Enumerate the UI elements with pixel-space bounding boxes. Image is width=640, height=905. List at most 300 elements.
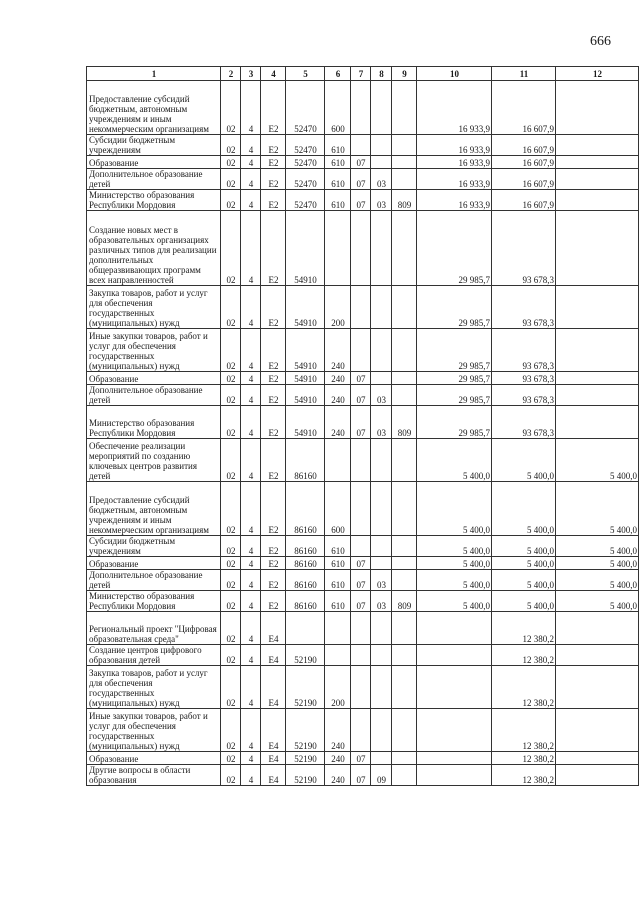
cell-col-12 [556,612,639,645]
cell-col-5: 86160 [286,536,325,557]
cell-col-5: 54910 [286,385,325,406]
cell-col-11: 5 400,0 [492,482,556,536]
cell-col-4: E4 [261,709,286,752]
cell-col-8 [371,709,392,752]
cell-col-8 [371,482,392,536]
cell-col-9: 809 [392,406,417,439]
cell-col-8 [371,439,392,482]
cell-col-5: 52470 [286,156,325,169]
cell-col-10: 5 400,0 [417,439,492,482]
cell-col-10 [417,645,492,666]
cell-col-5: 52190 [286,645,325,666]
cell-col-2: 02 [221,169,241,190]
cell-col-9 [392,81,417,135]
cell-col-4: E2 [261,536,286,557]
cell-col-3: 4 [241,135,261,156]
cell-col-9 [392,570,417,591]
cell-col-6: 610 [325,135,351,156]
cell-col-3: 4 [241,190,261,211]
row-name-cell: Образование [87,557,221,570]
cell-col-7 [351,536,371,557]
cell-col-7 [351,329,371,372]
cell-col-4: E2 [261,81,286,135]
cell-col-9 [392,557,417,570]
cell-col-6: 610 [325,190,351,211]
cell-col-3: 4 [241,666,261,709]
cell-col-2: 02 [221,286,241,329]
cell-col-7: 07 [351,156,371,169]
cell-col-4: E2 [261,482,286,536]
cell-col-2: 02 [221,156,241,169]
table-row [87,406,639,439]
table-row [87,211,639,286]
cell-col-2: 02 [221,645,241,666]
cell-col-11: 12 380,2 [492,612,556,645]
cell-col-3: 4 [241,156,261,169]
cell-col-2: 02 [221,570,241,591]
cell-col-7: 07 [351,372,371,385]
column-header-6: 6 [325,67,351,81]
cell-col-7 [351,211,371,286]
cell-col-10: 16 933,9 [417,81,492,135]
cell-col-5: 52470 [286,169,325,190]
cell-col-9: 809 [392,591,417,612]
cell-col-10 [417,612,492,645]
cell-col-7: 07 [351,570,371,591]
cell-col-5: 54910 [286,211,325,286]
row-name-cell: Образование [87,372,221,385]
cell-col-8 [371,329,392,372]
cell-col-11: 93 678,3 [492,406,556,439]
row-name-cell: Иные закупки товаров, работ и услуг для обеспечения государственных (муниципальных) нужд [87,709,221,752]
column-header-1: 1 [87,67,221,81]
cell-col-3: 4 [241,765,261,786]
row-name-cell: Предоставление субсидий бюджетным, автономным учреждениям и иным некоммерческим организациям [87,482,221,536]
cell-col-6: 610 [325,591,351,612]
cell-col-9: 809 [392,190,417,211]
cell-col-5: 52190 [286,765,325,786]
cell-col-12 [556,666,639,709]
cell-col-6: 610 [325,570,351,591]
table-row [87,169,639,190]
row-name-cell: Иные закупки товаров, работ и услуг для обеспечения государственных (муниципальных) нужд [87,329,221,372]
cell-col-3: 4 [241,439,261,482]
cell-col-8 [371,752,392,765]
cell-col-6: 240 [325,329,351,372]
cell-col-11: 12 380,2 [492,709,556,752]
row-name-cell: Закупка товаров, работ и услуг для обеспечения государственных (муниципальных) нужд [87,286,221,329]
cell-col-4: E4 [261,612,286,645]
table-row [87,666,639,709]
cell-col-9 [392,156,417,169]
cell-col-3: 4 [241,385,261,406]
cell-col-11: 16 607,9 [492,135,556,156]
cell-col-2: 02 [221,709,241,752]
table-header-row [87,67,639,81]
cell-col-12 [556,329,639,372]
cell-col-4: E2 [261,385,286,406]
cell-col-8 [371,557,392,570]
cell-col-12 [556,765,639,786]
column-header-4: 4 [261,67,286,81]
cell-col-12: 5 400,0 [556,482,639,536]
cell-col-9 [392,709,417,752]
cell-col-7 [351,81,371,135]
column-header-8: 8 [371,67,392,81]
cell-col-7 [351,135,371,156]
cell-col-12 [556,81,639,135]
row-name-cell: Образование [87,752,221,765]
column-header-2: 2 [221,67,241,81]
cell-col-10: 16 933,9 [417,135,492,156]
column-header-10: 10 [417,67,492,81]
cell-col-5: 54910 [286,372,325,385]
table-row [87,156,639,169]
cell-col-10: 5 400,0 [417,570,492,591]
column-header-9: 9 [392,67,417,81]
page-number: 666 [590,34,611,49]
cell-col-4: E2 [261,591,286,612]
row-name-cell: Обеспечение реализации мероприятий по созданию ключевых центров развития детей [87,439,221,482]
cell-col-10: 29 985,7 [417,372,492,385]
cell-col-6: 600 [325,81,351,135]
cell-col-12: 5 400,0 [556,570,639,591]
cell-col-10: 5 400,0 [417,591,492,612]
cell-col-3: 4 [241,709,261,752]
cell-col-5: 86160 [286,557,325,570]
cell-col-6: 240 [325,406,351,439]
cell-col-2: 02 [221,135,241,156]
cell-col-2: 02 [221,329,241,372]
cell-col-6: 240 [325,372,351,385]
cell-col-9 [392,536,417,557]
row-name-cell: Дополнительное образование детей [87,169,221,190]
cell-col-7: 07 [351,752,371,765]
row-name-cell: Дополнительное образование детей [87,385,221,406]
cell-col-4: E2 [261,372,286,385]
table-row [87,536,639,557]
cell-col-10 [417,765,492,786]
cell-col-3: 4 [241,645,261,666]
cell-col-5: 54910 [286,286,325,329]
cell-col-2: 02 [221,372,241,385]
cell-col-3: 4 [241,752,261,765]
cell-col-9 [392,286,417,329]
row-name-cell: Дополнительное образование детей [87,570,221,591]
cell-col-2: 02 [221,765,241,786]
cell-col-4: E4 [261,666,286,709]
cell-col-12 [556,709,639,752]
cell-col-8: 03 [371,591,392,612]
cell-col-12 [556,752,639,765]
cell-col-4: E2 [261,135,286,156]
cell-col-2: 02 [221,557,241,570]
cell-col-4: E2 [261,211,286,286]
cell-col-2: 02 [221,612,241,645]
column-header-12: 12 [556,67,639,81]
cell-col-4: E2 [261,570,286,591]
cell-col-5: 52190 [286,752,325,765]
cell-col-12 [556,406,639,439]
cell-col-12 [556,385,639,406]
cell-col-8 [371,645,392,666]
row-name-cell: Министерство образования Республики Мордовия [87,591,221,612]
row-name-cell: Предоставление субсидий бюджетным, автономным учреждениям и иным некоммерческим организациям [87,81,221,135]
cell-col-3: 4 [241,372,261,385]
cell-col-9 [392,169,417,190]
cell-col-11: 16 607,9 [492,156,556,169]
cell-col-10: 29 985,7 [417,385,492,406]
cell-col-8: 03 [371,169,392,190]
cell-col-12 [556,372,639,385]
cell-col-11: 12 380,2 [492,765,556,786]
cell-col-3: 4 [241,329,261,372]
cell-col-4: E2 [261,190,286,211]
cell-col-3: 4 [241,570,261,591]
cell-col-3: 4 [241,591,261,612]
cell-col-8: 03 [371,570,392,591]
cell-col-11: 5 400,0 [492,536,556,557]
cell-col-2: 02 [221,81,241,135]
column-header-11: 11 [492,67,556,81]
cell-col-10: 29 985,7 [417,329,492,372]
cell-col-4: E4 [261,752,286,765]
cell-col-10: 5 400,0 [417,482,492,536]
cell-col-4: E2 [261,439,286,482]
table-row [87,482,639,536]
cell-col-7: 07 [351,557,371,570]
cell-col-8 [371,612,392,645]
cell-col-9 [392,612,417,645]
cell-col-5: 86160 [286,482,325,536]
cell-col-11: 16 607,9 [492,169,556,190]
cell-col-10: 5 400,0 [417,536,492,557]
cell-col-2: 02 [221,385,241,406]
column-header-7: 7 [351,67,371,81]
cell-col-7: 07 [351,169,371,190]
cell-col-10: 16 933,9 [417,156,492,169]
cell-col-6: 240 [325,709,351,752]
cell-col-11: 5 400,0 [492,591,556,612]
cell-col-5: 52190 [286,709,325,752]
cell-col-9 [392,752,417,765]
table-row [87,135,639,156]
row-name-cell: Региональный проект "Цифровая образовательная среда" [87,612,221,645]
cell-col-9 [392,765,417,786]
cell-col-10 [417,709,492,752]
cell-col-11: 16 607,9 [492,190,556,211]
cell-col-10: 5 400,0 [417,557,492,570]
cell-col-9 [392,666,417,709]
cell-col-5: 86160 [286,439,325,482]
cell-col-12 [556,169,639,190]
cell-col-12 [556,645,639,666]
cell-col-2: 02 [221,211,241,286]
cell-col-6: 200 [325,286,351,329]
cell-col-8 [371,135,392,156]
cell-col-7: 07 [351,406,371,439]
cell-col-12: 5 400,0 [556,557,639,570]
cell-col-9 [392,482,417,536]
cell-col-6 [325,211,351,286]
cell-col-7 [351,666,371,709]
cell-col-8 [371,81,392,135]
cell-col-9 [392,135,417,156]
cell-col-12: 5 400,0 [556,439,639,482]
cell-col-4: E4 [261,645,286,666]
cell-col-5: 52190 [286,666,325,709]
cell-col-9 [392,439,417,482]
cell-col-5: 52470 [286,81,325,135]
cell-col-9 [392,385,417,406]
cell-col-5: 86160 [286,591,325,612]
cell-col-8: 03 [371,190,392,211]
cell-col-7 [351,439,371,482]
cell-col-5: 86160 [286,570,325,591]
table-row [87,645,639,666]
cell-col-11: 5 400,0 [492,570,556,591]
cell-col-7 [351,709,371,752]
table-row [87,570,639,591]
row-name-cell: Образование [87,156,221,169]
cell-col-10: 29 985,7 [417,286,492,329]
cell-col-2: 02 [221,536,241,557]
cell-col-11: 5 400,0 [492,557,556,570]
cell-col-10: 29 985,7 [417,406,492,439]
cell-col-7 [351,645,371,666]
cell-col-4: E2 [261,406,286,439]
row-name-cell: Субсидии бюджетным учреждениям [87,536,221,557]
cell-col-2: 02 [221,666,241,709]
cell-col-9 [392,211,417,286]
cell-col-12 [556,156,639,169]
cell-col-2: 02 [221,752,241,765]
cell-col-8: 09 [371,765,392,786]
cell-col-12 [556,286,639,329]
cell-col-3: 4 [241,406,261,439]
cell-col-8: 03 [371,406,392,439]
cell-col-6 [325,612,351,645]
cell-col-6: 240 [325,752,351,765]
table-row [87,557,639,570]
cell-col-5: 54910 [286,329,325,372]
cell-col-2: 02 [221,406,241,439]
cell-col-4: E2 [261,169,286,190]
table-row [87,190,639,211]
cell-col-3: 4 [241,169,261,190]
cell-col-4: E2 [261,329,286,372]
cell-col-3: 4 [241,536,261,557]
cell-col-6 [325,439,351,482]
table-row [87,372,639,385]
cell-col-8 [371,211,392,286]
cell-col-11: 93 678,3 [492,385,556,406]
cell-col-3: 4 [241,286,261,329]
cell-col-10: 29 985,7 [417,211,492,286]
cell-col-5: 52470 [286,190,325,211]
cell-col-7: 07 [351,765,371,786]
cell-col-5 [286,612,325,645]
cell-col-11: 93 678,3 [492,211,556,286]
cell-col-8 [371,666,392,709]
table-row [87,765,639,786]
cell-col-11: 16 607,9 [492,81,556,135]
cell-col-6: 610 [325,169,351,190]
table-row [87,385,639,406]
row-name-cell: Создание новых мест в образовательных организациях различных типов для реализации дополнительных общеразвивающих программ всех направленностей [87,211,221,286]
cell-col-7 [351,286,371,329]
cell-col-6: 610 [325,557,351,570]
cell-col-11: 93 678,3 [492,329,556,372]
cell-col-11: 5 400,0 [492,439,556,482]
cell-col-4: E2 [261,557,286,570]
cell-col-10: 16 933,9 [417,169,492,190]
cell-col-3: 4 [241,612,261,645]
cell-col-6: 610 [325,156,351,169]
row-name-cell: Министерство образования Республики Мордовия [87,190,221,211]
cell-col-5: 54910 [286,406,325,439]
cell-col-8 [371,156,392,169]
table-row [87,439,639,482]
row-name-cell: Другие вопросы в области образования [87,765,221,786]
row-name-cell: Министерство образования Республики Мордовия [87,406,221,439]
cell-col-9 [392,645,417,666]
cell-col-11: 93 678,3 [492,286,556,329]
table-row [87,612,639,645]
cell-col-11: 12 380,2 [492,752,556,765]
cell-col-6: 200 [325,666,351,709]
cell-col-2: 02 [221,482,241,536]
row-name-cell: Субсидии бюджетным учреждениям [87,135,221,156]
table-row [87,286,639,329]
column-header-5: 5 [286,67,325,81]
cell-col-7 [351,612,371,645]
cell-col-12: 5 400,0 [556,591,639,612]
table-row [87,591,639,612]
cell-col-12 [556,211,639,286]
cell-col-6: 240 [325,385,351,406]
cell-col-3: 4 [241,482,261,536]
cell-col-3: 4 [241,557,261,570]
cell-col-6: 240 [325,765,351,786]
cell-col-10: 16 933,9 [417,190,492,211]
table-body [87,81,639,786]
row-name-cell: Закупка товаров, работ и услуг для обеспечения государственных (муниципальных) нужд [87,666,221,709]
cell-col-7: 07 [351,190,371,211]
cell-col-6: 610 [325,536,351,557]
cell-col-2: 02 [221,591,241,612]
cell-col-6 [325,645,351,666]
cell-col-12: 5 400,0 [556,536,639,557]
table-row [87,709,639,752]
row-name-cell: Создание центров цифрового образования детей [87,645,221,666]
cell-col-12 [556,190,639,211]
cell-col-6: 600 [325,482,351,536]
cell-col-11: 93 678,3 [492,372,556,385]
cell-col-8 [371,536,392,557]
table-row [87,329,639,372]
table-row [87,81,639,135]
cell-col-10 [417,666,492,709]
cell-col-7 [351,482,371,536]
cell-col-11: 12 380,2 [492,645,556,666]
table-row [87,752,639,765]
cell-col-4: E2 [261,286,286,329]
cell-col-8: 03 [371,385,392,406]
cell-col-3: 4 [241,81,261,135]
cell-col-2: 02 [221,439,241,482]
cell-col-4: E4 [261,765,286,786]
